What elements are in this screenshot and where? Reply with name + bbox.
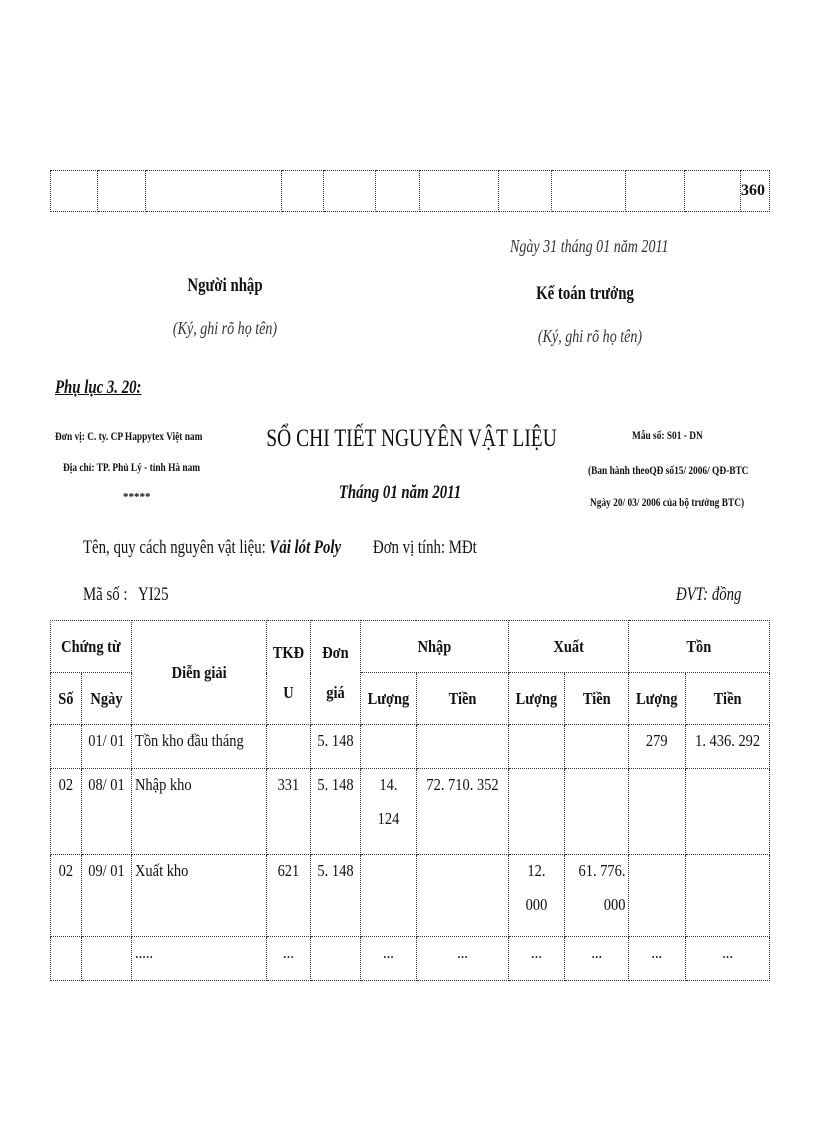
- header-stock-amount: Tiền: [685, 673, 769, 725]
- material-code-value: YI25: [138, 584, 169, 605]
- table-row: 01/ 01 Tồn kho đầu tháng 5. 148 279 1. 436. 292: [51, 725, 770, 769]
- unit-stars: *****: [123, 491, 151, 503]
- material-unit: Đơn vị tính: MĐt: [373, 537, 477, 558]
- ledger-title: SỔ CHI TIẾT NGUYÊN VẬT LIỆU: [266, 425, 557, 452]
- header-import-quantity: Lượng: [360, 673, 416, 725]
- header-price: Đơn giá: [310, 621, 360, 725]
- header-import: Nhập: [360, 621, 508, 673]
- chief-accountant-note: (Ký, ghi rõ họ tên): [537, 326, 643, 346]
- header-description: Diễn giải: [131, 621, 266, 725]
- appendix-label: Phụ lục 3. 20:: [55, 377, 142, 398]
- form-code: Mẫu số: S01 - DN: [632, 428, 703, 442]
- chief-accountant-title: Kế toán trưởng: [536, 283, 634, 304]
- header-number: Số: [51, 673, 82, 725]
- header-export-amount: Tiền: [564, 673, 628, 725]
- material-code: [83, 584, 168, 606]
- header-export-quantity: Lượng: [508, 673, 564, 725]
- header-account: TKĐ U: [267, 621, 311, 725]
- unit-company: Đơn vị: C. ty. CP Happytex Việt nam: [55, 429, 203, 443]
- header-date: Ngày: [81, 673, 131, 725]
- unit-address: Địa chỉ: TP. Phủ Lý - tỉnh Hà nam: [63, 460, 201, 474]
- currency-unit: ĐVT: đồng: [676, 584, 742, 605]
- table-row: 02 09/ 01 Xuất kho 621 5. 148 12. 000 61. 776. 000: [51, 855, 770, 937]
- date-line: Ngày 31 tháng 01 năm 2011: [510, 236, 669, 256]
- page-number: 360: [741, 171, 770, 212]
- table-row: ..... ... ... ... ... ... ... ...: [51, 937, 770, 981]
- material-code-label: Mã số :: [83, 584, 128, 605]
- material-name-value: Vải lót Poly: [269, 537, 342, 558]
- header-voucher: Chứng từ: [51, 621, 132, 673]
- form-date: Ngày 20/ 03/ 2006 của bộ trưởng BTC): [590, 495, 745, 509]
- header-stock-quantity: Lượng: [629, 673, 686, 725]
- header-export: Xuất: [508, 621, 628, 673]
- ledger-period: Tháng 01 năm 2011: [338, 482, 462, 503]
- form-decree: (Ban hành theoQĐ số15/ 2006/ QĐ-BTC: [588, 463, 749, 477]
- top-grid-row: [50, 170, 770, 212]
- header-import-amount: Tiền: [416, 673, 508, 725]
- material-line: [83, 537, 341, 559]
- receiver-title: Người nhập: [187, 275, 263, 296]
- header-stock: Tồn: [629, 621, 770, 673]
- material-name-label: Tên, quy cách nguyên vật liệu:: [83, 537, 266, 558]
- receiver-note: (Ký, ghi rõ họ tên): [172, 318, 278, 338]
- table-row: 02 08/ 01 Nhập kho 331 5. 148 14. 124 72. 710. 352: [51, 769, 770, 855]
- ledger-table: [50, 620, 770, 981]
